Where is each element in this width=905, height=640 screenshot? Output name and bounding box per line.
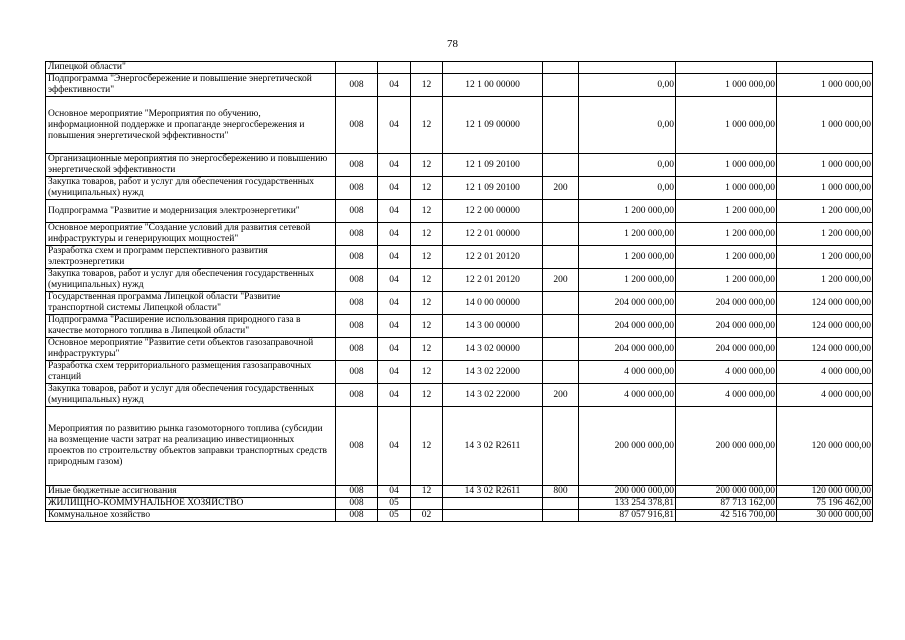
table-cell-ved: 008 xyxy=(336,407,378,486)
table-cell-name: Мероприятия по развитию рынка газомоторного топлива (субсидии на возмещение части затрат на реализацию инвестиционных проектов по строительству объектов заправки транспортных средств природным газом) xyxy=(46,407,336,486)
table-cell-sum-2: 204 000 000,00 xyxy=(676,338,777,361)
table-row xyxy=(46,315,873,338)
table-cell-rz: 04 xyxy=(378,486,411,498)
table-cell-sum-2: 204 000 000,00 xyxy=(676,315,777,338)
table-cell-sum-2: 1 000 000,00 xyxy=(676,177,777,200)
table-cell-csr: 12 2 01 00000 xyxy=(443,223,543,246)
table-cell-sum-2: 1 000 000,00 xyxy=(676,154,777,177)
table-cell-csr: 12 1 09 20100 xyxy=(443,177,543,200)
table-cell-sum-2: 1 200 000,00 xyxy=(676,269,777,292)
table-cell-sum-2 xyxy=(676,62,777,74)
table-cell-name: Основное мероприятие "Создание условий для развития сетевой инфраструктуры и генерирующих мощностей" xyxy=(46,223,336,246)
table-row xyxy=(46,200,873,223)
table-cell-rz: 04 xyxy=(378,97,411,154)
table-cell-name: Закупка товаров, работ и услуг для обеспечения государственных (муниципальных) нужд xyxy=(46,384,336,407)
table-cell-csr: 12 2 01 20120 xyxy=(443,246,543,269)
table-cell-vr xyxy=(543,223,579,246)
table-cell-sum-3 xyxy=(777,62,873,74)
table-cell-ved: 008 xyxy=(336,269,378,292)
table-cell-rz: 04 xyxy=(378,223,411,246)
table-cell-sum-1: 0,00 xyxy=(579,74,676,97)
table-cell-sum-3: 120 000 000,00 xyxy=(777,486,873,498)
table-cell-sum-1: 1 200 000,00 xyxy=(579,269,676,292)
table-cell-rz: 05 xyxy=(378,510,411,522)
table-cell-sum-3: 1 000 000,00 xyxy=(777,97,873,154)
table-cell-csr xyxy=(443,498,543,510)
table-cell-ved: 008 xyxy=(336,361,378,384)
table-row xyxy=(46,223,873,246)
table-cell-csr: 14 3 02 R2611 xyxy=(443,486,543,498)
page-number: 78 xyxy=(447,38,458,50)
table-cell-ved: 008 xyxy=(336,384,378,407)
table-cell-pr: 12 xyxy=(411,269,443,292)
table-cell-name: Подпрограмма "Расширение использования природного газа в качестве моторного топлива в Липецкой области" xyxy=(46,315,336,338)
table-row xyxy=(46,384,873,407)
table-cell-ved: 008 xyxy=(336,510,378,522)
table-cell-name: Основное мероприятие "Мероприятия по обучению, информационной поддержке и пропаганде энергосбережения и повышения энергетической эффективности" xyxy=(46,97,336,154)
table-cell-ved: 008 xyxy=(336,154,378,177)
table-row xyxy=(46,510,873,522)
table-cell-pr: 12 xyxy=(411,486,443,498)
table-cell-sum-2: 1 200 000,00 xyxy=(676,223,777,246)
table-cell-vr xyxy=(543,74,579,97)
table-cell-sum-1: 87 057 916,81 xyxy=(579,510,676,522)
table-cell-ved: 008 xyxy=(336,292,378,315)
table-cell-name: Основное мероприятие "Развитие сети объектов газозаправочной инфраструктуры" xyxy=(46,338,336,361)
table-cell-sum-1: 200 000 000,00 xyxy=(579,486,676,498)
table-cell-vr xyxy=(543,510,579,522)
table-row xyxy=(46,269,873,292)
table-cell-name: Иные бюджетные ассигнования xyxy=(46,486,336,498)
table-cell-vr xyxy=(543,292,579,315)
table-row xyxy=(46,177,873,200)
table-cell-sum-2: 4 000 000,00 xyxy=(676,384,777,407)
table-cell-ved: 008 xyxy=(336,498,378,510)
table-cell-ved: 008 xyxy=(336,315,378,338)
table-cell-name: Государственная программа Липецкой области "Развитие транспортной системы Липецкой области" xyxy=(46,292,336,315)
table-cell-ved: 008 xyxy=(336,338,378,361)
table-cell-rz: 04 xyxy=(378,407,411,486)
table-cell-rz: 04 xyxy=(378,384,411,407)
table-cell-ved: 008 xyxy=(336,97,378,154)
table-cell-sum-2: 87 713 162,00 xyxy=(676,498,777,510)
table-cell-sum-3: 1 200 000,00 xyxy=(777,269,873,292)
table-cell-sum-3: 1 000 000,00 xyxy=(777,74,873,97)
table-cell-sum-3: 124 000 000,00 xyxy=(777,338,873,361)
table-cell-rz: 04 xyxy=(378,246,411,269)
table-cell-csr: 14 3 02 00000 xyxy=(443,338,543,361)
table-cell-sum-3: 124 000 000,00 xyxy=(777,315,873,338)
table-cell-sum-3: 120 000 000,00 xyxy=(777,407,873,486)
table-cell-vr: 200 xyxy=(543,384,579,407)
table-cell-ved: 008 xyxy=(336,486,378,498)
table-cell-vr xyxy=(543,200,579,223)
table-cell-name: Разработка схем и программ перспективного развития электроэнергетики xyxy=(46,246,336,269)
table-cell-sum-3: 4 000 000,00 xyxy=(777,384,873,407)
table-cell-csr: 14 3 00 00000 xyxy=(443,315,543,338)
table-cell-vr: 200 xyxy=(543,177,579,200)
table-cell-pr: 12 xyxy=(411,292,443,315)
table-cell-ved xyxy=(336,62,378,74)
table-cell-csr: 14 3 02 22000 xyxy=(443,384,543,407)
table-cell-sum-3: 4 000 000,00 xyxy=(777,361,873,384)
table-cell-name: Разработка схем территориального размещения газозаправочных станций xyxy=(46,361,336,384)
table-cell-pr: 12 xyxy=(411,338,443,361)
table-cell-rz: 04 xyxy=(378,338,411,361)
table-cell-csr xyxy=(443,62,543,74)
table-cell-vr xyxy=(543,407,579,486)
table-row xyxy=(46,292,873,315)
table-cell-sum-3: 1 000 000,00 xyxy=(777,177,873,200)
table-cell-pr: 12 xyxy=(411,97,443,154)
table-cell-ved: 008 xyxy=(336,246,378,269)
table-cell-rz: 04 xyxy=(378,269,411,292)
table-cell-pr: 02 xyxy=(411,510,443,522)
table-row xyxy=(46,154,873,177)
table-cell-vr xyxy=(543,361,579,384)
table-cell-rz: 05 xyxy=(378,498,411,510)
table-cell-csr: 14 3 02 R2611 xyxy=(443,407,543,486)
table-cell-sum-1: 133 254 378,81 xyxy=(579,498,676,510)
table-cell-csr: 12 1 00 00000 xyxy=(443,74,543,97)
table-cell-ved: 008 xyxy=(336,200,378,223)
table-cell-sum-3: 1 000 000,00 xyxy=(777,154,873,177)
table-cell-csr: 12 2 01 20120 xyxy=(443,269,543,292)
table-cell-sum-2: 4 000 000,00 xyxy=(676,361,777,384)
table-cell-sum-1: 0,00 xyxy=(579,177,676,200)
table-cell-sum-3: 1 200 000,00 xyxy=(777,246,873,269)
table-cell-name: Коммунальное хозяйство xyxy=(46,510,336,522)
table-cell-csr: 14 0 00 00000 xyxy=(443,292,543,315)
table-cell-csr xyxy=(443,510,543,522)
table-cell-sum-1: 4 000 000,00 xyxy=(579,361,676,384)
table-cell-sum-3: 1 200 000,00 xyxy=(777,200,873,223)
table-row xyxy=(46,407,873,486)
table-cell-pr xyxy=(411,498,443,510)
table-row xyxy=(46,361,873,384)
table-cell-vr xyxy=(543,498,579,510)
table-row xyxy=(46,246,873,269)
table-cell-pr: 12 xyxy=(411,361,443,384)
table-cell-rz: 04 xyxy=(378,200,411,223)
table-cell-vr xyxy=(543,246,579,269)
table-cell-sum-2: 204 000 000,00 xyxy=(676,292,777,315)
table-cell-vr xyxy=(543,97,579,154)
table-cell-sum-2: 1 000 000,00 xyxy=(676,97,777,154)
table-cell-csr: 12 1 09 00000 xyxy=(443,97,543,154)
table-cell-vr xyxy=(543,315,579,338)
table-cell-csr: 12 2 00 00000 xyxy=(443,200,543,223)
table-cell-sum-1: 204 000 000,00 xyxy=(579,292,676,315)
table-cell-rz: 04 xyxy=(378,154,411,177)
table-cell-name: Подпрограмма "Энергосбережение и повышение энергетической эффективности" xyxy=(46,74,336,97)
table-cell-pr: 12 xyxy=(411,200,443,223)
table-cell-rz: 04 xyxy=(378,74,411,97)
table-cell-vr: 200 xyxy=(543,269,579,292)
table-cell-pr: 12 xyxy=(411,246,443,269)
table-cell-sum-1: 204 000 000,00 xyxy=(579,338,676,361)
table-row xyxy=(46,498,873,510)
table-cell-sum-3: 75 196 462,00 xyxy=(777,498,873,510)
table-cell-rz: 04 xyxy=(378,361,411,384)
table-cell-sum-2: 1 200 000,00 xyxy=(676,200,777,223)
table-cell-sum-2: 1 000 000,00 xyxy=(676,74,777,97)
table-cell-sum-1: 0,00 xyxy=(579,97,676,154)
table-row xyxy=(46,486,873,498)
table-cell-pr: 12 xyxy=(411,177,443,200)
table-cell-pr: 12 xyxy=(411,407,443,486)
table-cell-rz: 04 xyxy=(378,177,411,200)
table-cell-sum-1: 1 200 000,00 xyxy=(579,200,676,223)
table-cell-sum-3: 1 200 000,00 xyxy=(777,223,873,246)
table-cell-ved: 008 xyxy=(336,74,378,97)
table-cell-pr: 12 xyxy=(411,223,443,246)
table-cell-sum-1: 204 000 000,00 xyxy=(579,315,676,338)
table-row xyxy=(46,62,873,74)
table-cell-sum-1: 0,00 xyxy=(579,154,676,177)
table-cell-csr: 14 3 02 22000 xyxy=(443,361,543,384)
table-cell-pr: 12 xyxy=(411,74,443,97)
table-cell-pr: 12 xyxy=(411,315,443,338)
table-cell-vr xyxy=(543,154,579,177)
table-cell-sum-1: 200 000 000,00 xyxy=(579,407,676,486)
table-cell-sum-3: 30 000 000,00 xyxy=(777,510,873,522)
table-cell-pr xyxy=(411,62,443,74)
table-cell-name: Закупка товаров, работ и услуг для обеспечения государственных (муниципальных) нужд xyxy=(46,177,336,200)
table-cell-sum-2: 200 000 000,00 xyxy=(676,486,777,498)
budget-table xyxy=(45,61,873,522)
table-cell-vr xyxy=(543,62,579,74)
table-cell-name: Организационные мероприятия по энергосбережению и повышению энергетической эффективности xyxy=(46,154,336,177)
table-cell-name: Липецкой области" xyxy=(46,62,336,74)
table-row xyxy=(46,74,873,97)
table-cell-sum-1: 1 200 000,00 xyxy=(579,223,676,246)
table-row xyxy=(46,97,873,154)
table-cell-name: Подпрограмма "Развитие и модернизация электроэнергетики" xyxy=(46,200,336,223)
table-cell-sum-3: 124 000 000,00 xyxy=(777,292,873,315)
table-cell-ved: 008 xyxy=(336,177,378,200)
table-cell-vr xyxy=(543,338,579,361)
table-cell-pr: 12 xyxy=(411,154,443,177)
table-cell-name: ЖИЛИЩНО-КОММУНАЛЬНОЕ ХОЗЯЙСТВО xyxy=(46,498,336,510)
table-cell-rz: 04 xyxy=(378,315,411,338)
table-cell-sum-2: 200 000 000,00 xyxy=(676,407,777,486)
table-cell-ved: 008 xyxy=(336,223,378,246)
table-cell-sum-2: 1 200 000,00 xyxy=(676,246,777,269)
table-cell-name: Закупка товаров, работ и услуг для обеспечения государственных (муниципальных) нужд xyxy=(46,269,336,292)
table-cell-rz: 04 xyxy=(378,292,411,315)
table-cell-pr: 12 xyxy=(411,384,443,407)
table-cell-vr: 800 xyxy=(543,486,579,498)
table-cell-sum-2: 42 516 700,00 xyxy=(676,510,777,522)
table-cell-csr: 12 1 09 20100 xyxy=(443,154,543,177)
table-cell-sum-1 xyxy=(579,62,676,74)
table-cell-sum-1: 4 000 000,00 xyxy=(579,384,676,407)
table-cell-sum-1: 1 200 000,00 xyxy=(579,246,676,269)
table-row xyxy=(46,338,873,361)
table-cell-rz xyxy=(378,62,411,74)
